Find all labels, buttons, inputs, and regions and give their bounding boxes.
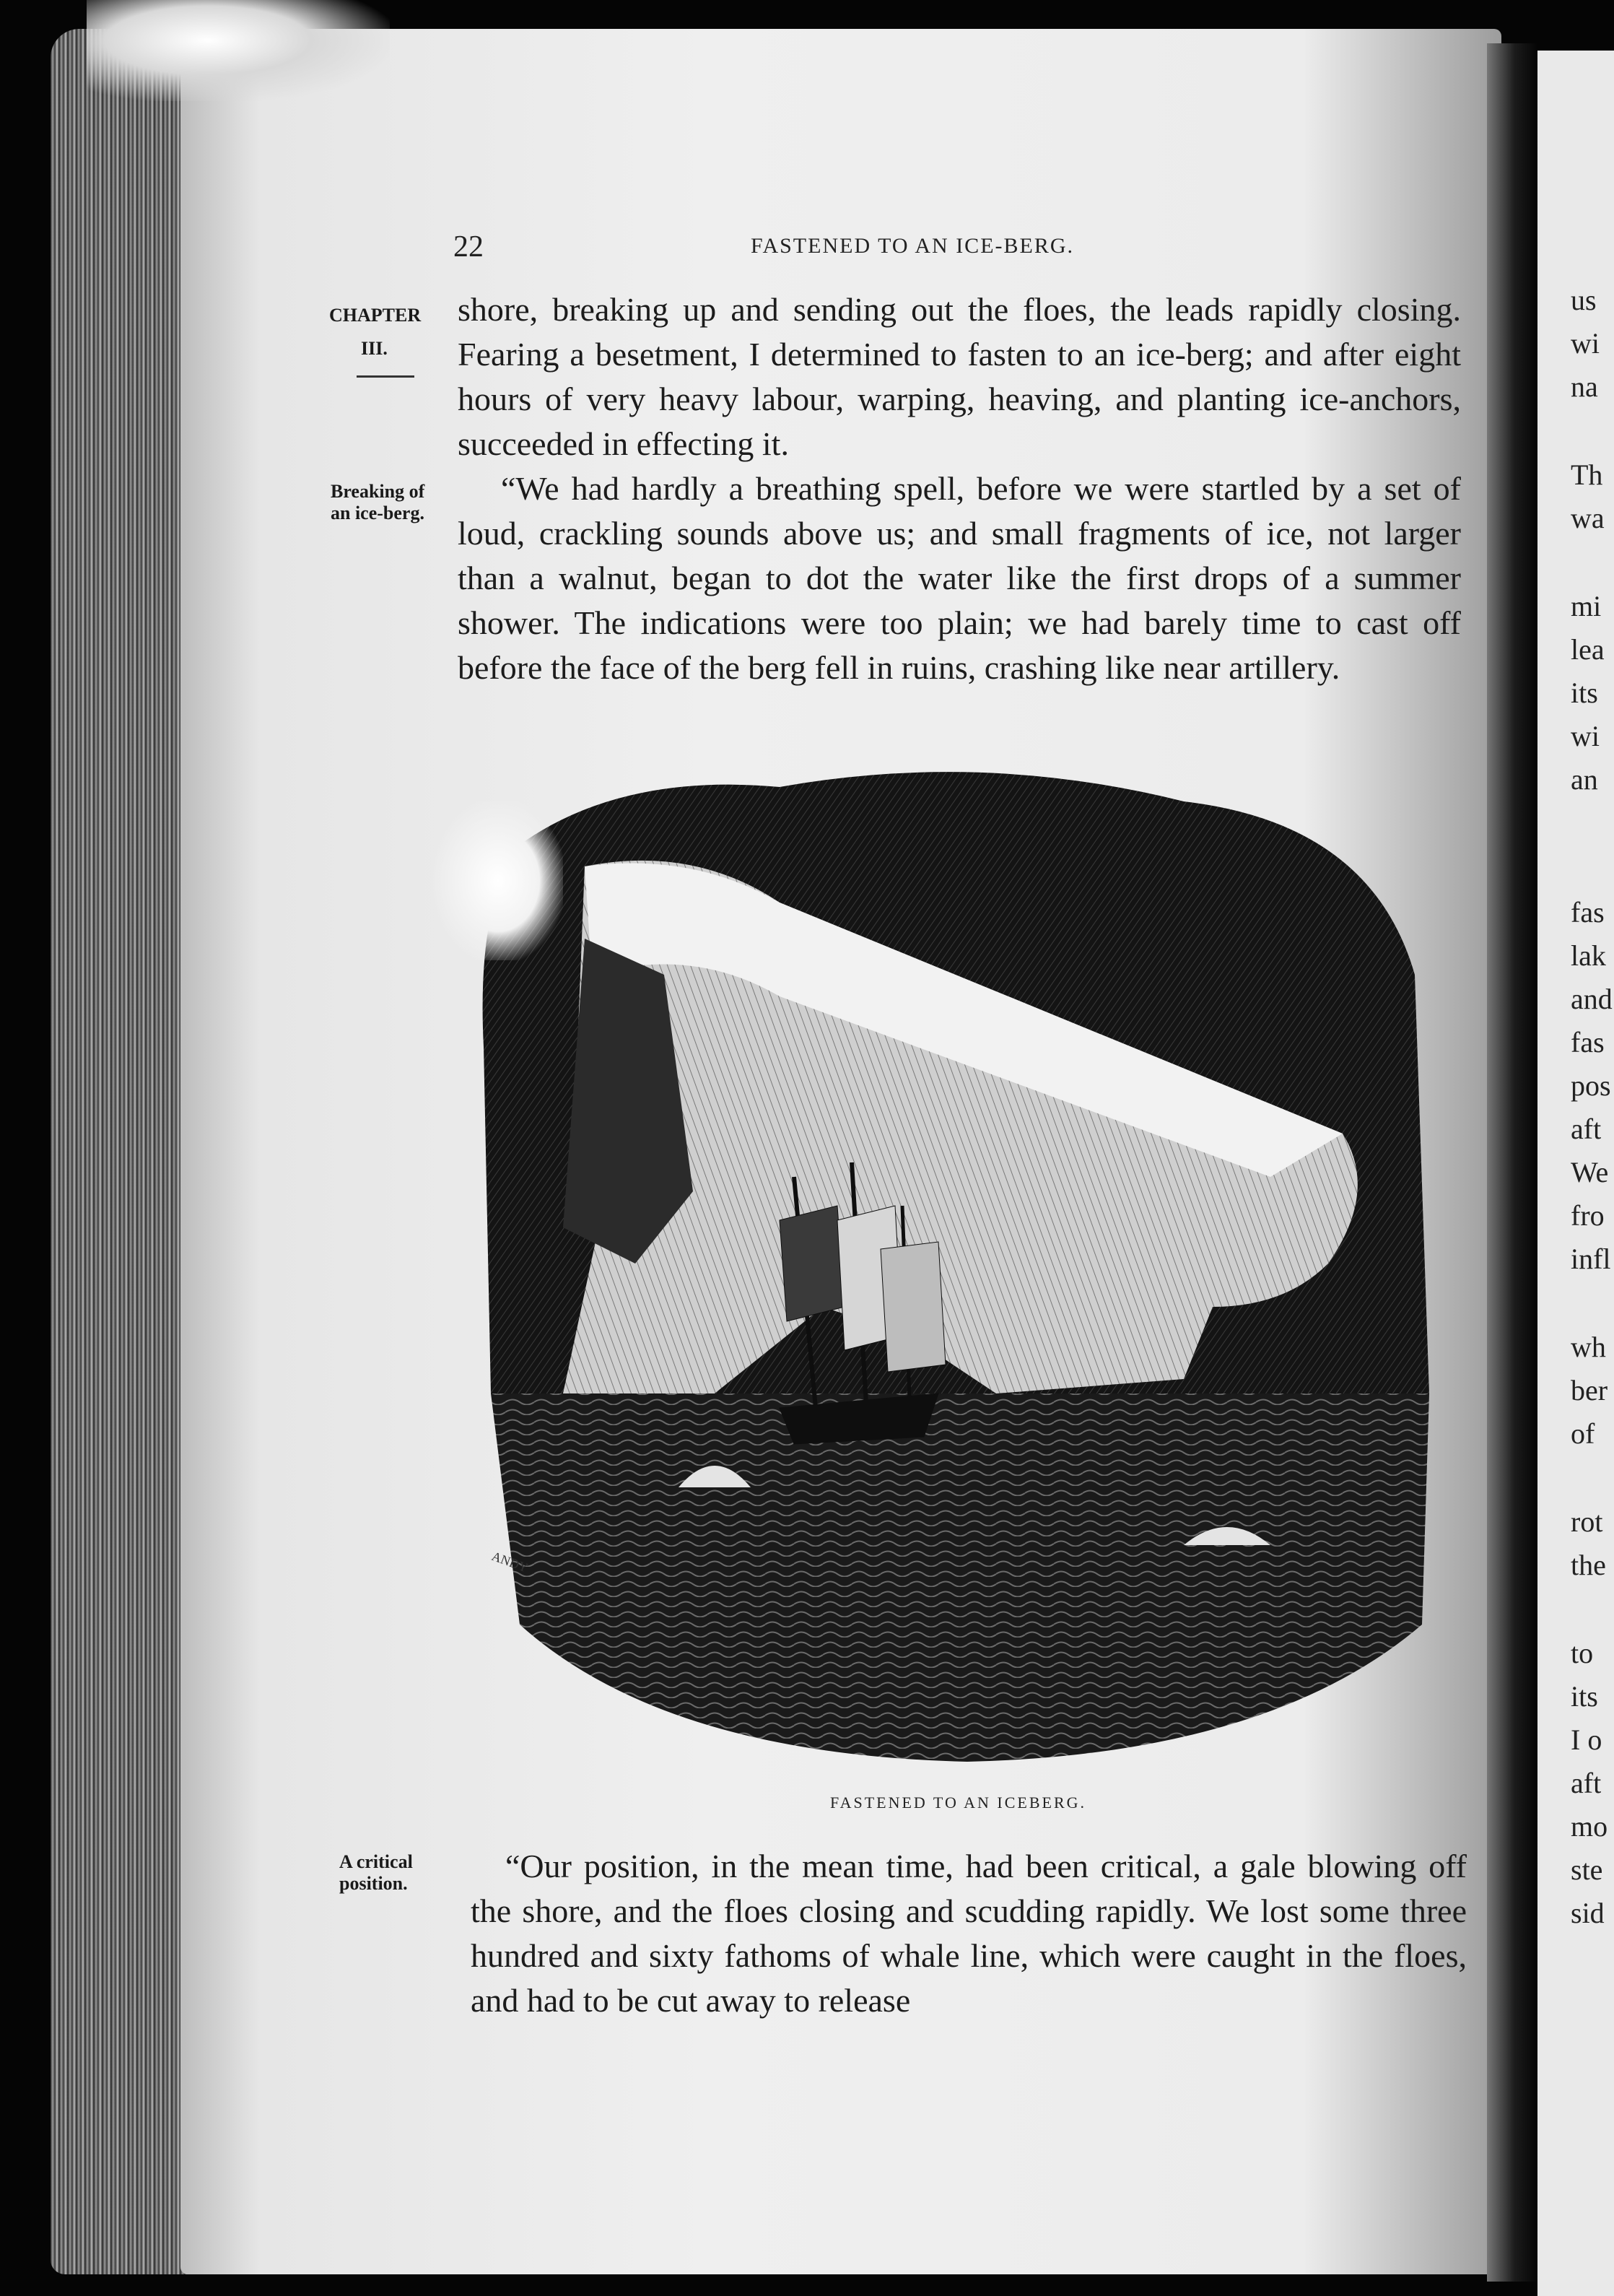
facing-fragment: I o (1571, 1723, 1602, 1756)
facing-fragment: rot (1571, 1505, 1603, 1538)
paragraph-1: shore, breaking up and sending out the floes, the leads rapidly closing. Fearing a besetment, I determined to fasten to an ice-berg; and after eight hours of very heavy labour, warping, heaving, and planting ice-anchors, succeeded in effecting it. (458, 291, 1461, 462)
chapter-label: CHAPTER (329, 305, 422, 326)
facing-fragment: na (1571, 370, 1598, 403)
chapter-number: III. (361, 338, 388, 359)
facing-fragment: pos (1571, 1069, 1611, 1102)
gutter-shadow (1487, 43, 1537, 2282)
paragraph-3: “Our position, in the mean time, had been critical, a gale blowing off the shore, and the floes closing and scudding rapidly. We lost some three hundred and sixty fathoms of whale line, which were caught in the floes, and had to be cut away to release (471, 1848, 1467, 2019)
facing-fragment: wa (1571, 502, 1605, 534)
facing-fragment: an (1571, 763, 1598, 796)
facing-fragment: and (1571, 983, 1613, 1015)
facing-fragment: wi (1571, 327, 1600, 360)
facing-fragment: mi (1571, 590, 1602, 622)
illustration-caption: FASTENED TO AN ICEBERG. (830, 1793, 1087, 1812)
facing-fragment: sid (1571, 1897, 1605, 1929)
facing-fragment: fro (1571, 1199, 1605, 1232)
text-block-top (458, 287, 1461, 690)
facing-fragment: We (1571, 1156, 1609, 1188)
facing-fragment: to (1571, 1637, 1594, 1669)
page-number: 22 (453, 230, 484, 264)
iceberg-engraving (476, 758, 1444, 1769)
scan-smudge (433, 801, 563, 960)
scan-smudge (87, 0, 390, 101)
facing-fragment: us (1571, 284, 1597, 316)
facing-fragment: fas (1571, 896, 1605, 929)
facing-fragment: infl (1571, 1243, 1611, 1275)
facing-fragment: wh (1571, 1331, 1606, 1363)
facing-fragment: of (1571, 1417, 1595, 1450)
chapter-rule (357, 375, 414, 378)
margin-note-critical: A critical position. (339, 1851, 413, 1894)
text-block-bottom (471, 1844, 1467, 2023)
facing-fragment: the (1571, 1549, 1606, 1581)
paragraph-2: “We had hardly a breathing spell, before we were startled by a set of loud, crackling sounds above us; and small fragments of ice, not larger than a walnut, began to dot the water like the first drops of a summer shower. The indications were too plain; we had barely time to cast off before the face of the berg fell in ruins, crashing like near artillery. (458, 470, 1461, 686)
running-title: FASTENED TO AN ICE-BERG. (751, 234, 1075, 258)
facing-fragment: lea (1571, 633, 1605, 666)
facing-fragment: its (1571, 1680, 1598, 1713)
facing-fragment: mo (1571, 1810, 1608, 1843)
sea (491, 1393, 1429, 1762)
page-edges (51, 29, 202, 2274)
facing-fragment: lak (1571, 939, 1606, 972)
engraver-signature: ANDY (489, 1548, 531, 1575)
facing-fragment: aft (1571, 1767, 1602, 1799)
facing-fragment: ber (1571, 1374, 1608, 1406)
margin-note-breaking: Breaking of an ice-berg. (331, 481, 425, 523)
facing-fragment: its (1571, 677, 1598, 709)
facing-fragment: aft (1571, 1113, 1602, 1145)
facing-fragment: fas (1571, 1026, 1605, 1058)
facing-fragment: Th (1571, 458, 1603, 491)
facing-fragment: wi (1571, 720, 1600, 752)
facing-fragment: ste (1571, 1853, 1603, 1886)
